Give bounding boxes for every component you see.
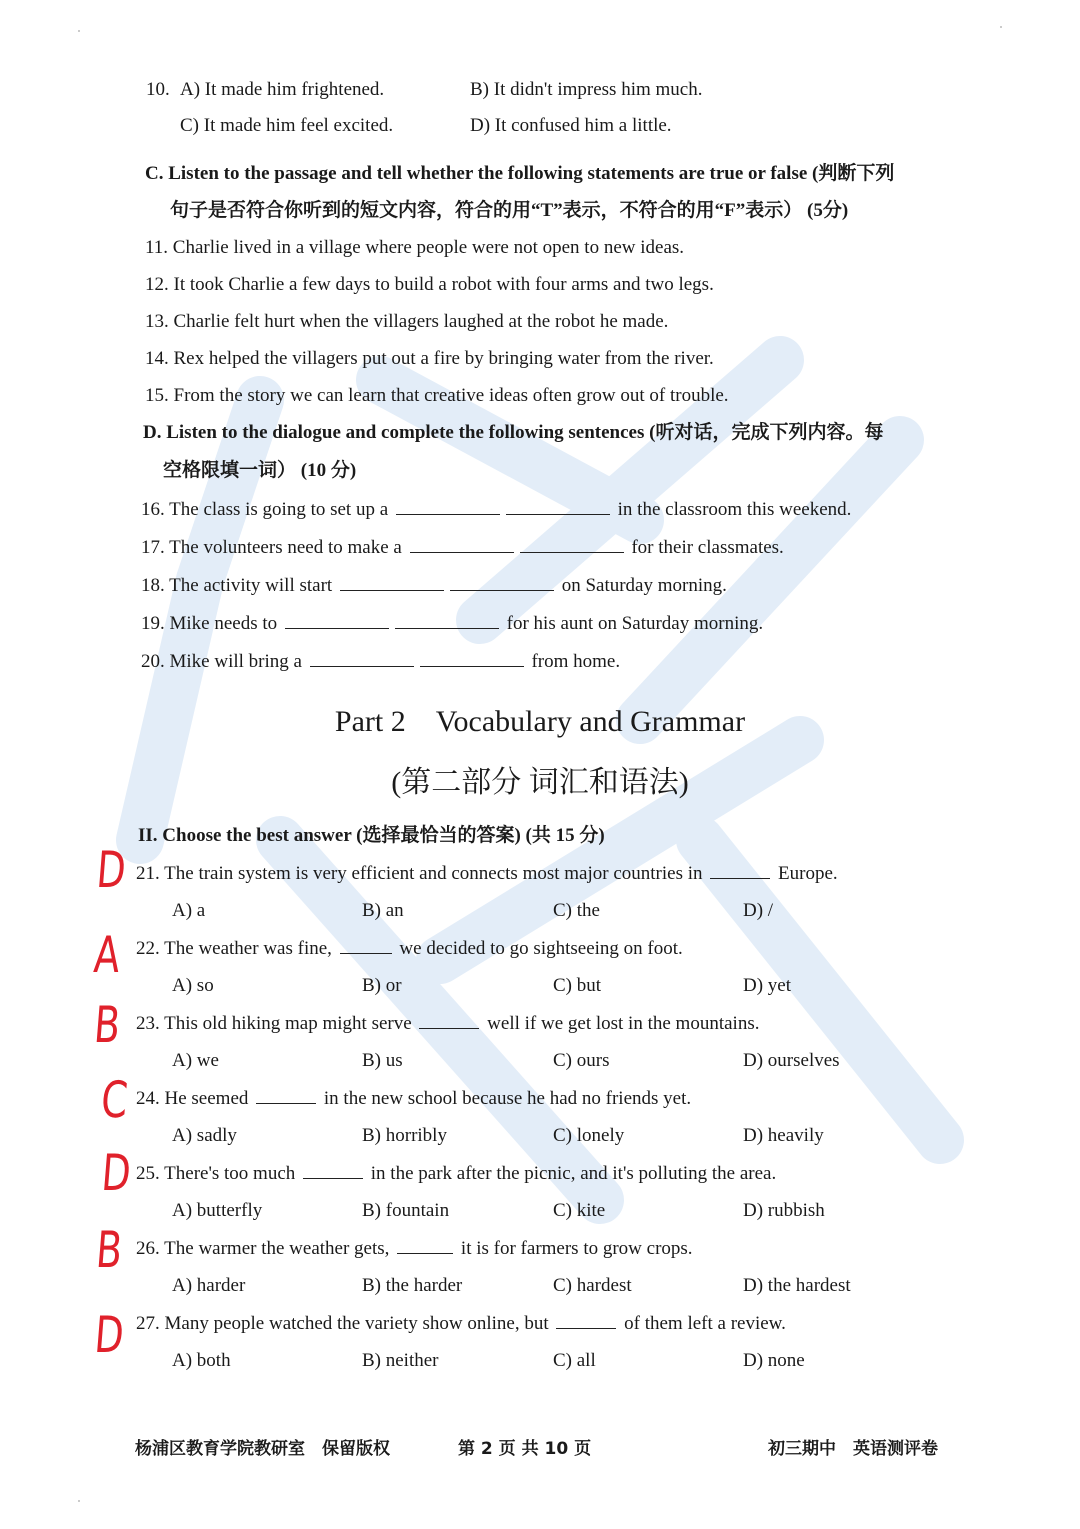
scan-speck: [1000, 26, 1002, 28]
fill-sentence-17: [141, 536, 784, 560]
question-26-option-d[interactable]: D) the hardest: [743, 1275, 851, 1296]
question-22: [136, 937, 683, 961]
question-23: [136, 1012, 759, 1036]
question-24: [136, 1087, 691, 1111]
tf-statement-11: 11. Charlie lived in a village where people were not open to new ideas.: [145, 237, 685, 258]
footer-publisher: 杨浦区教育学院教研室 保留版权: [135, 1439, 390, 1459]
answer-blank[interactable]: [256, 1087, 316, 1104]
question-22-option-d[interactable]: D) yet: [743, 975, 792, 996]
answer-blank[interactable]: [450, 574, 554, 591]
question-23-stem-after: well if we get lost in the mountains.: [487, 1013, 760, 1034]
q10-number: 10.: [146, 79, 170, 100]
answer-blank[interactable]: [419, 1012, 479, 1029]
question-26: [136, 1237, 693, 1261]
section-c-instruction-line1: C. Listen to the passage and tell whether the following statements are true or false (判断下列: [145, 163, 895, 184]
fill-17-text-before: 17. The volunteers need to make a: [141, 537, 402, 558]
fill-16-text-before: 16. The class is going to set up a: [141, 499, 389, 520]
question-26-stem-before: 26. The warmer the weather gets,: [136, 1238, 390, 1259]
fill-20-text-after: from home.: [531, 651, 621, 672]
question-25-option-b[interactable]: B) fountain: [362, 1200, 450, 1221]
question-22-option-c[interactable]: C) but: [553, 975, 602, 996]
section-d-instruction-line2: 空格限填一词） (10 分): [163, 460, 357, 481]
q10-option-d: D) It confused him a little.: [470, 115, 672, 136]
q10-option-b: B) It didn't impress him much.: [470, 79, 703, 100]
section-c-instruction-line2: 句子是否符合你听到的短文内容，符合的用“T”表示，不符合的用“F”表示） (5分): [170, 200, 849, 221]
question-21-stem-before: 21. The train system is very efficient and connects most major countries in: [136, 863, 703, 884]
handwritten-answer-22: A: [91, 926, 123, 984]
question-22-stem-after: we decided to go sightseeing on foot.: [399, 938, 683, 959]
question-27: [136, 1312, 786, 1336]
answer-blank[interactable]: [340, 937, 392, 954]
answer-blank[interactable]: [397, 1237, 453, 1254]
question-25-stem-before: 25. There's too much: [136, 1163, 296, 1184]
question-24-stem-after: in the new school because he had no friends yet.: [323, 1088, 692, 1109]
question-24-option-b[interactable]: B) horribly: [362, 1125, 447, 1146]
question-22-option-a[interactable]: A) so: [172, 975, 214, 996]
question-24-stem-before: 24. He seemed: [136, 1088, 249, 1109]
answer-blank[interactable]: [395, 612, 499, 629]
question-23-option-d[interactable]: D) ourselves: [743, 1050, 840, 1071]
question-26-option-a[interactable]: A) harder: [172, 1275, 246, 1296]
handwritten-answer-21: D: [94, 841, 128, 899]
tf-statement-13: 13. Charlie felt hurt when the villagers laughed at the robot he made.: [145, 311, 669, 332]
question-22-option-b[interactable]: B) or: [362, 975, 402, 996]
answer-blank[interactable]: [710, 862, 770, 879]
question-23-option-a[interactable]: A) we: [172, 1050, 219, 1071]
fill-18-text-before: 18. The activity will start: [141, 575, 333, 596]
fill-19-text-after: for his aunt on Saturday morning.: [506, 613, 764, 634]
fill-sentence-19: [141, 612, 763, 636]
question-21-option-a[interactable]: A) a: [172, 900, 206, 921]
question-21-option-c[interactable]: C) the: [553, 900, 600, 921]
q10-option-c: C) It made him feel excited.: [180, 115, 394, 136]
question-27-option-a[interactable]: A) both: [172, 1350, 231, 1371]
answer-blank[interactable]: [340, 574, 444, 591]
question-23-option-b[interactable]: B) us: [362, 1050, 403, 1071]
question-21-option-b[interactable]: B) an: [362, 900, 404, 921]
question-25-stem-after: in the park after the picnic, and it's polluting the area.: [370, 1163, 777, 1184]
handwritten-answer-25: D: [99, 1144, 133, 1202]
scan-speck: [78, 30, 80, 32]
fill-sentence-20: [141, 650, 620, 674]
fill-16-text-after: in the classroom this weekend.: [617, 499, 852, 520]
question-24-option-d[interactable]: D) heavily: [743, 1125, 824, 1146]
answer-blank[interactable]: [303, 1162, 363, 1179]
fill-18-text-after: on Saturday morning.: [561, 575, 727, 596]
question-26-option-b[interactable]: B) the harder: [362, 1275, 463, 1296]
question-27-stem-after: of them left a review.: [624, 1313, 786, 1334]
question-22-stem-before: 22. The weather was fine,: [136, 938, 332, 959]
footer-page-number: 第 2 页 共 10 页: [458, 1439, 592, 1459]
handwritten-answer-27: D: [92, 1306, 126, 1364]
scan-speck: [78, 1500, 80, 1502]
question-25: [136, 1162, 776, 1186]
handwritten-answer-23: B: [92, 996, 123, 1054]
question-25-option-a[interactable]: A) butterfly: [172, 1200, 263, 1221]
question-27-stem-before: 27. Many people watched the variety show online, but: [136, 1313, 549, 1334]
answer-blank[interactable]: [556, 1312, 616, 1329]
tf-statement-15: 15. From the story we can learn that creative ideas often grow out of trouble.: [145, 385, 729, 406]
question-26-option-c[interactable]: C) hardest: [553, 1275, 632, 1296]
question-27-option-c[interactable]: C) all: [553, 1350, 596, 1371]
question-26-stem-after: it is for farmers to grow crops.: [460, 1238, 693, 1259]
question-23-option-c[interactable]: C) ours: [553, 1050, 610, 1071]
answer-blank[interactable]: [410, 536, 514, 553]
answer-blank[interactable]: [520, 536, 624, 553]
question-25-option-c[interactable]: C) kite: [553, 1200, 606, 1221]
handwritten-answer-26: B: [94, 1221, 125, 1279]
tf-statement-12: 12. It took Charlie a few days to build a robot with four arms and two legs.: [145, 274, 714, 295]
question-21-option-d[interactable]: D) /: [743, 900, 774, 921]
answer-blank[interactable]: [310, 650, 414, 667]
question-23-stem-before: 23. This old hiking map might serve: [136, 1013, 412, 1034]
fill-sentence-18: [141, 574, 727, 598]
section-ii-instruction: II. Choose the best answer (选择最恰当的答案) (共 15 分): [138, 825, 605, 846]
answer-blank[interactable]: [420, 650, 524, 667]
question-21-stem-after: Europe.: [778, 863, 838, 884]
fill-17-text-after: for their classmates.: [631, 537, 784, 558]
fill-19-text-before: 19. Mike needs to: [141, 613, 278, 634]
answer-blank[interactable]: [396, 498, 500, 515]
question-24-option-c[interactable]: C) lonely: [553, 1125, 625, 1146]
fill-sentence-16: [141, 498, 851, 522]
section-d-instruction-line1: D. Listen to the dialogue and complete the following sentences (听对话，完成下列内容。每: [143, 422, 884, 443]
tf-statement-14: 14. Rex helped the villagers put out a fire by bringing water from the river.: [145, 348, 714, 369]
answer-blank[interactable]: [285, 612, 389, 629]
q10-option-a: A) It made him frightened.: [180, 79, 385, 100]
footer-exam-title: 初三期中 英语测评卷: [768, 1439, 938, 1459]
answer-blank[interactable]: [506, 498, 610, 515]
question-27-option-b[interactable]: B) neither: [362, 1350, 439, 1371]
question-24-option-a[interactable]: A) sadly: [172, 1125, 237, 1146]
part2-subtitle: (第二部分 词汇和语法): [391, 766, 689, 799]
fill-20-text-before: 20. Mike will bring a: [141, 651, 302, 672]
handwritten-answer-24: C: [99, 1071, 130, 1129]
question-27-option-d[interactable]: D) none: [743, 1350, 805, 1371]
question-25-option-d[interactable]: D) rubbish: [743, 1200, 825, 1221]
part2-title: Part 2 Vocabulary and Grammar: [334, 705, 746, 738]
question-21: [136, 862, 838, 886]
